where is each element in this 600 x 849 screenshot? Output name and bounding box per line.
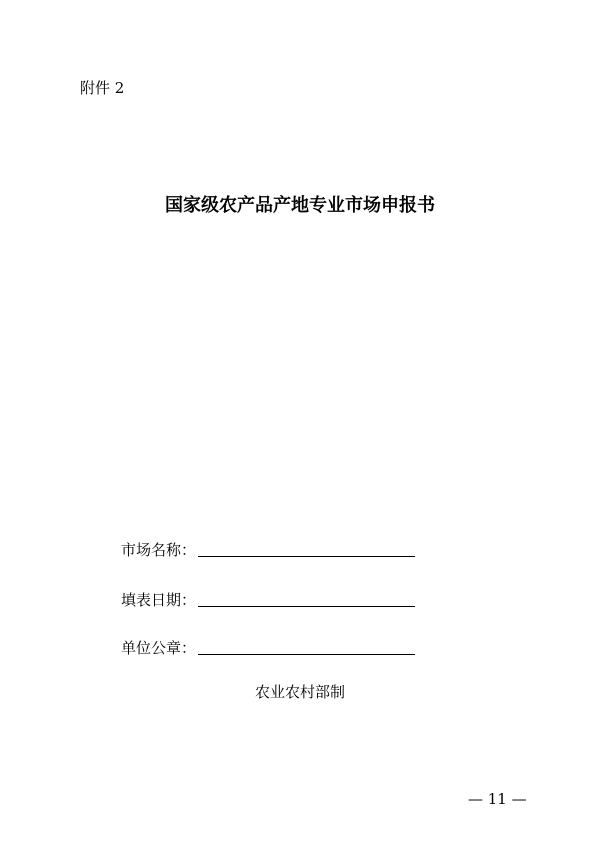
market-name-field xyxy=(121,538,415,560)
market-name-label: 市场名称： xyxy=(121,541,197,559)
page-number: — 11 — xyxy=(468,790,527,808)
official-seal-field xyxy=(121,636,415,658)
fill-date-blank-line xyxy=(198,606,415,607)
issuer-text: 农业农村部制 xyxy=(254,683,345,701)
attachment-label: 附件 2 xyxy=(80,79,125,97)
fill-date-label: 填表日期： xyxy=(121,591,197,609)
document-title: 国家级农产品产地专业市场申报书 xyxy=(165,195,435,216)
official-seal-label: 单位公章： xyxy=(121,639,197,657)
official-seal-blank-line xyxy=(198,654,415,655)
fill-date-field xyxy=(121,588,415,610)
market-name-blank-line xyxy=(198,556,415,557)
